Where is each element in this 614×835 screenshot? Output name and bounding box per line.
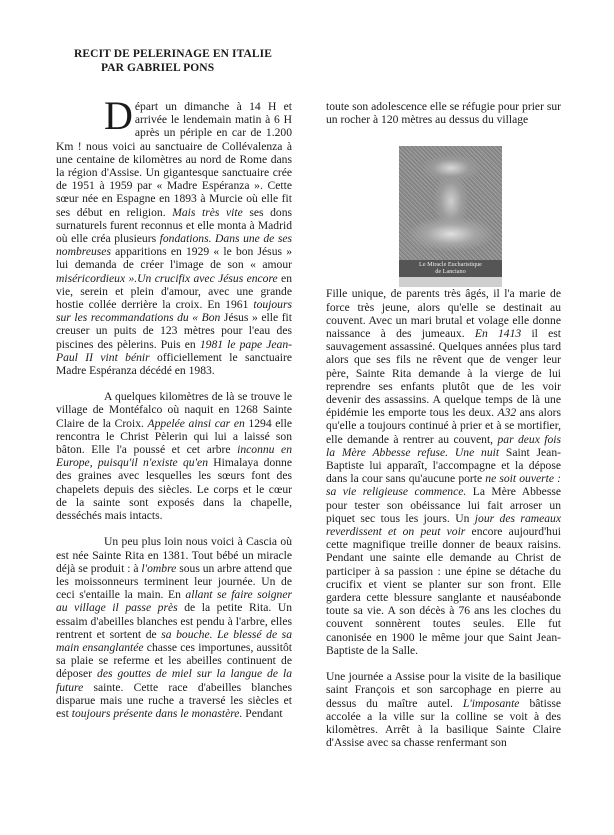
text: Un peu plus loin nous voici à Cascia où est née Sainte Rita en 1381. Tout bébé un miracle déjà se produit : à — [56, 535, 292, 575]
photo-border — [399, 277, 502, 287]
italic-text: sa bouche. Le blessé de sa main ensanglantée — [56, 627, 292, 654]
text: chasse ces importunes, aussitôt sa plaie se referme et les abeilles continuent de déposer — [56, 640, 292, 681]
text: Saint Jean-Baptiste lui apparaît, l'accompagne et la dépose dans la cour sans qu'aucune porte — [326, 445, 561, 486]
italic-text: Mais très vite — [172, 205, 243, 219]
paragraph-spacer — [326, 657, 561, 670]
italic-text: jour des rameaux reverdissent et on peut voir — [326, 511, 561, 539]
paragraph-rocher: toute son adolescence elle se réfugie pour prier sur un rocher à 120 mètres au dessus du village — [326, 100, 561, 127]
paragraph-montefalco — [56, 390, 292, 522]
paragraph-spacer — [56, 522, 292, 535]
paragraph-assise — [326, 670, 561, 749]
caption-line-1: Le Miracle Eucharistique — [419, 261, 482, 269]
left-column — [56, 93, 293, 720]
italic-text: Appelée ainsi car en — [147, 416, 245, 430]
text: La Mère Abbesse pour tester son obéissance lui fait arroser un piquet sec tous les jours. Un — [326, 485, 561, 525]
paragraph-cascia — [56, 535, 292, 720]
text: ses dons surnaturels furent reconnus et elle monta à Madrid où elle créa plusieurs — [56, 205, 292, 246]
italic-text: miséricordieux ».Un crucifix avec Jésus encore — [56, 271, 278, 285]
italic-text: 1981 le pape Jean-Paul II vint bénir — [56, 337, 292, 364]
text: A quelques kilomètres de là se trouve le village de Montéfalco où naquit en 1268 Sainte Claire de la Croix. — [56, 390, 292, 430]
italic-text: allant se faire soigner au village il passe près — [56, 588, 293, 615]
italic-text: ne soit ouverte : sa vie religieuse commence. — [326, 472, 561, 499]
text: en vie, serein et plein d'amour, avec une grande hostie collée derrière la croix. En 1961 — [56, 271, 292, 312]
italic-text: L'imposante — [462, 696, 520, 710]
paragraph-spacer — [56, 377, 292, 390]
text: Fille unique, de parents très âgés, il l'a marie de force très jeune, alors qu'elle se destinait au couvent. Avec un mari brutal et volage elle donne naissance à des jumeaux. — [326, 287, 561, 341]
paragraph-sainte-rita — [326, 287, 561, 657]
text: Pendant — [242, 706, 283, 720]
text: apparitions en 1929 « le bon Jésus » lui demanda de créer l'image de son « amour — [56, 245, 292, 272]
drop-cap: D — [104, 93, 133, 138]
italic-text: par deux fois la Mère Abbesse refuse. Une nuit — [326, 432, 561, 459]
photo-miracle-eucharistique — [399, 146, 502, 287]
document-title — [74, 47, 274, 75]
italic-text: des gouttes de miel sur la langue de la future — [56, 667, 292, 694]
monstrance-image — [399, 146, 502, 261]
italic-text: toujours présente dans le monastère. — [71, 706, 243, 720]
text: sous un arbre attend que les moissonneurs terminent leur journée. Un de ceci s'entaille la main. En — [56, 561, 292, 602]
text: encore aujourd'hui cette magnifique treille donner de beaux raisins. Pendant une sainte elle demande au Christ de participer à sa passion : une épine se détache du crucifix et vient se planter sur son front. Elle gardera cette blessure sanglante et nauséabonde toute sa vie. A son décès à 76 ans les cloches du couvent sonnèrent toutes seules. Elle fut canonisée en 1900 le même jour que Saint Jean-Baptiste de la Salle. — [326, 525, 561, 657]
text: bâtisse accolée a la ville sur la colline se voit à des kilomètres. Arrêt à la basilique Sainte Claire d'Assise avec sa chasse renfermant son — [326, 696, 561, 750]
caption-line-2: de Lanciano — [435, 268, 466, 276]
title-author-line: PAR GABRIEL PONS — [101, 62, 215, 74]
text: Jésus » elle fit creuser un puits de 123 mètres pour l'eau des piscines des pèlerins. Puis en — [56, 311, 292, 351]
text: épart un dimanche à 14 H et arrivée le lendemain matin à 6 H après un périple en car de 1.200 Km ! nous voici au sanctuaire de Collévalenza à une centaine de kilomètres au nord de Rome dans la région d'Assise. Un gigantesque sanctuaire crée de 1951 à 1959 par « Madre Espéranza ». Cette sœur née en Espagne en 1893 à Murcie où elle fit ses début en religion. — [56, 100, 292, 219]
italic-text: inconnu en Europe, puisqu'il n'existe qu'en — [56, 443, 292, 470]
paragraph-collevalenza — [56, 93, 292, 378]
text: sainte. Cette race d'abeilles blanches disparue mais une ruche a traversé les siècles et est — [56, 680, 292, 720]
italic-text: l'ombre — [141, 561, 177, 575]
italic-text: fondations. Dans une de ses nombreuses — [56, 232, 292, 259]
text: de la petite Rita. Un essaim d'abeilles blanches est pendu à l'arbre, elles rentrent et sortent de — [56, 601, 292, 641]
text: 1294 elle rencontra le Christ Pèlerin qui lui a laissé son bâton. Elle l'a poussé et cet arbre — [56, 416, 292, 457]
italic-text: En 1413 — [474, 327, 522, 341]
text: ans alors qu'elle a toujours continué à prier et à se mortifier, elle demande à rentrer au couvent, — [326, 406, 561, 446]
italic-text: toujours sur les recommandations du « Bon — [56, 298, 292, 325]
title-line-1: RECIT DE PELERINAGE EN ITALIE — [74, 48, 273, 60]
text: Himalaya donne des graines avec lesquelles les sœurs font des chapelets depuis des siècles. Le corps et le cœur de la sainte sont exposés dans la chapelle, desséchés mais intacts. — [56, 456, 293, 523]
text: officiellement le sanctuaire Madre Espéranza décédé en 1983. — [56, 350, 292, 378]
text: Une journée a Assise pour la visite de la basilique saint François et son sarcophage en pierre au dessus du maître autel. — [326, 670, 561, 710]
italic-text: A32 — [497, 406, 517, 420]
photo-caption — [399, 260, 502, 277]
right-column — [326, 100, 561, 749]
text: il est sauvagement assassiné. Quelques années plus tard alors que ses fils ne rêvent que de venger leur père, Sainte Rita demande à la vierge de lui reprendre ses enfants plutôt que de les voir devenir des assassins. A quelque temps de là une épidémie les emporte tous les deux. — [326, 327, 562, 420]
